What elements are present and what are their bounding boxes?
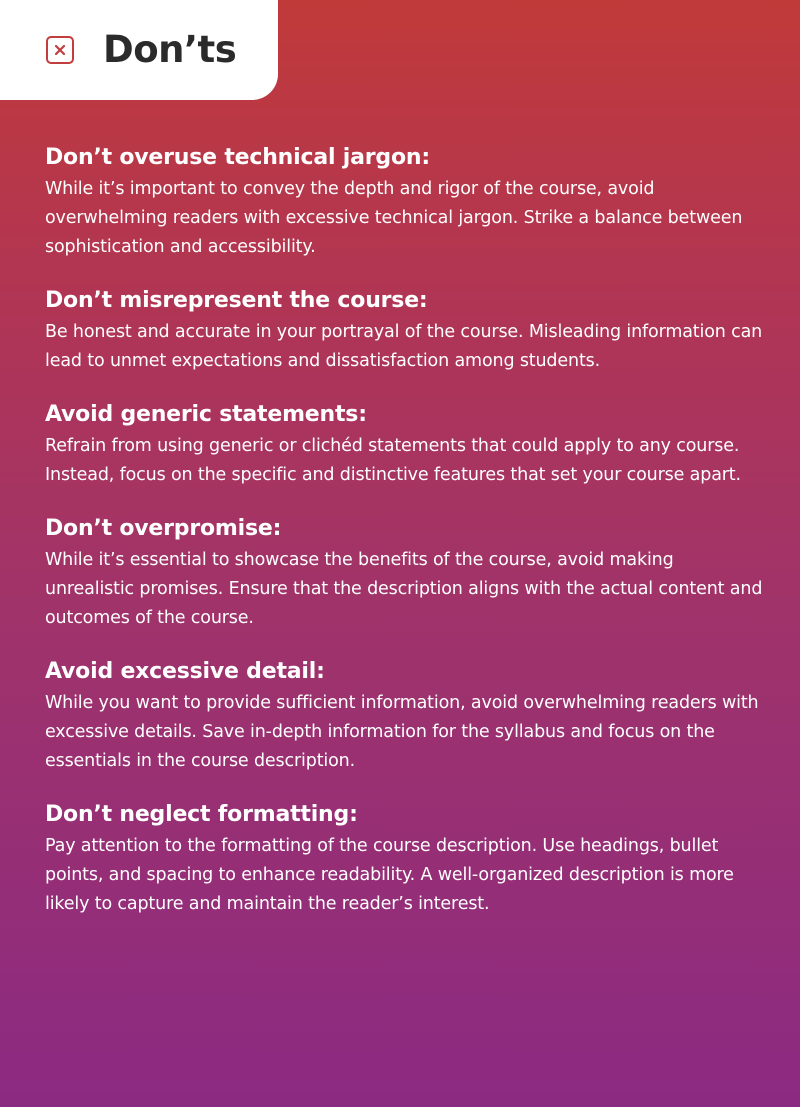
dont-item <box>45 655 765 776</box>
dont-heading: Don’t misrepresent the course: <box>45 288 428 313</box>
dont-heading: Don’t neglect formatting: <box>45 802 358 827</box>
dont-heading: Avoid generic statements: <box>45 402 367 427</box>
dont-heading: Don’t overpromise: <box>45 516 282 541</box>
dont-item <box>45 398 765 490</box>
dont-body: Refrain from using generic or clichéd statements that could apply to any course. Instead, focus on the specific and distinctive features that set your course apart. <box>45 436 741 485</box>
dont-item <box>45 798 765 919</box>
dont-body: While it’s essential to showcase the benefits of the course, avoid making unrealistic promises. Ensure that the description aligns with the actual content and outcomes of the course. <box>45 550 763 628</box>
dont-item <box>45 512 765 633</box>
dont-heading: Don’t overuse technical jargon: <box>45 145 430 170</box>
dont-body: Pay attention to the formatting of the course description. Use headings, bullet points, and spacing to enhance readability. A well-organized description is more likely to capture and maintain the reader’s interest. <box>45 836 734 914</box>
dont-body: While you want to provide sufficient information, avoid overwhelming readers with excessive details. Save in-depth information for the syllabus and focus on the essentials in the course description. <box>45 693 759 771</box>
close-box-icon <box>46 36 74 64</box>
dont-heading: Avoid excessive detail: <box>45 659 325 684</box>
dont-item <box>45 141 765 262</box>
donts-list <box>45 141 765 941</box>
dont-body: Be honest and accurate in your portrayal of the course. Misleading information can lead to unmet expectations and dissatisfaction among students. <box>45 322 763 371</box>
dont-body: While it’s important to convey the depth and rigor of the course, avoid overwhelming readers with excessive technical jargon. Strike a balance between sophistication and accessibility. <box>45 179 743 257</box>
dont-item <box>45 284 765 376</box>
page-title: Don’ts <box>103 28 237 71</box>
header-tab <box>0 0 278 100</box>
